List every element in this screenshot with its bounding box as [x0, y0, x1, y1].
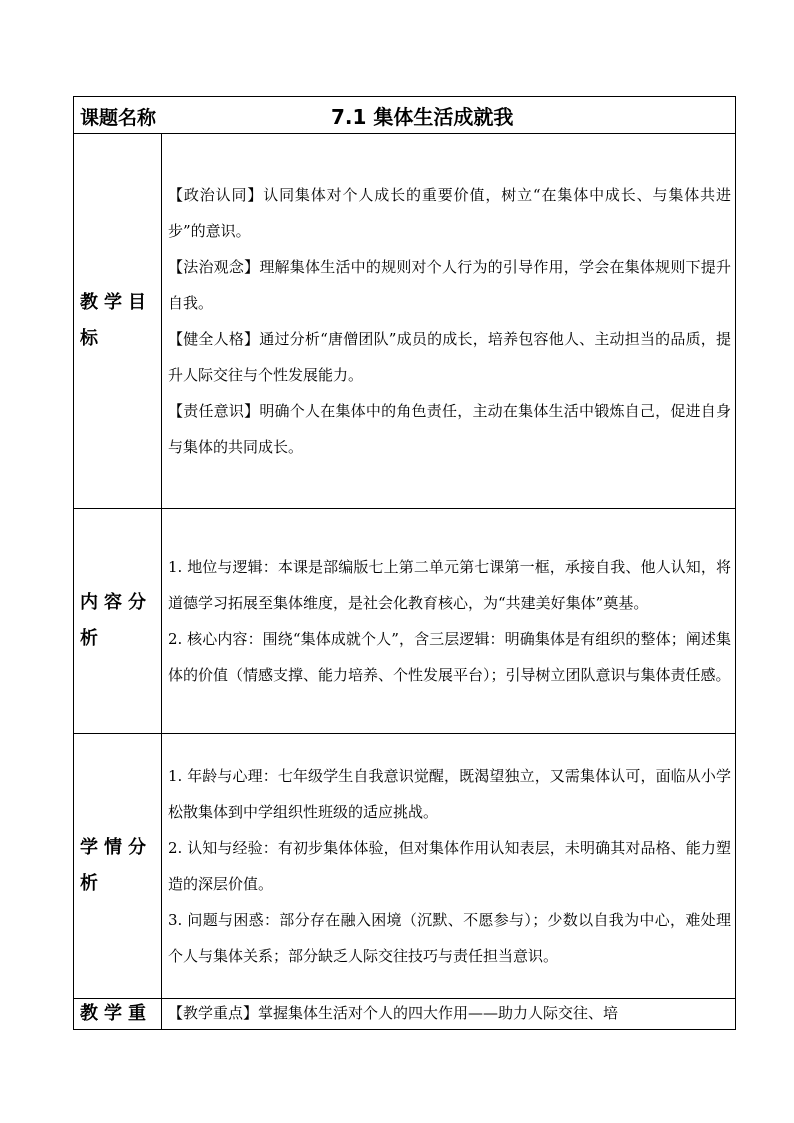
goal-item: 【政治认同】认同集体对个人成长的重要价值，树立“在集体中成长、与集体共进步”的意识。 — [168, 186, 732, 240]
title-row — [74, 97, 736, 134]
student-item: 1. 年龄与心理：七年级学生自我意识觉醒，既渴望独立，又需集体认可，面临从小学松散集体到中学组织性班级的适应挑战。 — [168, 767, 732, 821]
goals-content — [162, 134, 736, 509]
title-cell — [74, 97, 736, 134]
teaching-focus-label: 教学重 — [74, 999, 162, 1030]
goal-item: 【责任意识】明确个人在集体中的角色责任，主动在集体生活中锻炼自己，促进自身与集体的共同成长。 — [168, 402, 732, 456]
content-item: 2. 核心内容：围绕“集体成就个人”，含三层逻辑：明确集体是有组织的整体；阐述集体的价值（情感支撑、能力培养、个性发展平台）；引导树立团队意识与集体责任感。 — [168, 630, 732, 684]
student-analysis-row — [74, 734, 736, 999]
course-title: 7.1 集体生活成就我 — [331, 104, 514, 129]
teaching-focus-row — [74, 999, 736, 1030]
goals-row — [74, 134, 736, 509]
goal-item: 【健全人格】通过分析“唐僧团队”成员的成长，培养包容他人、主动担当的品质，提升人际交往与个性发展能力。 — [168, 330, 732, 384]
student-analysis-label: 学情分析 — [74, 734, 162, 999]
student-item: 3. 问题与困惑：部分存在融入困境（沉默、不愿参与）；少数以自我为中心，难处理个人与集体关系；部分缺乏人际交往技巧与责任担当意识。 — [168, 911, 732, 965]
lesson-plan-table — [73, 96, 736, 1030]
content-analysis-label: 内容分析 — [74, 509, 162, 734]
student-analysis-content — [162, 734, 736, 999]
teaching-focus-content: 【教学重点】掌握集体生活对个人的四大作用——助力人际交往、培 — [162, 999, 736, 1030]
student-item: 2. 认知与经验：有初步集体体验，但对集体作用认知表层，未明确其对品格、能力塑造的深层价值。 — [168, 839, 732, 893]
content-item: 1. 地位与逻辑：本课是部编版七上第二单元第七课第一框，承接自我、他人认知，将道德学习拓展至集体维度，是社会化教育核心，为“共建美好集体”奠基。 — [168, 558, 732, 612]
course-name-label: 课题名称 — [80, 106, 157, 129]
goals-label: 教学目标 — [74, 134, 162, 509]
content-analysis-content — [162, 509, 736, 734]
goal-item: 【法治观念】理解集体生活中的规则对个人行为的引导作用，学会在集体规则下提升自我。 — [168, 258, 732, 312]
content-analysis-row — [74, 509, 736, 734]
